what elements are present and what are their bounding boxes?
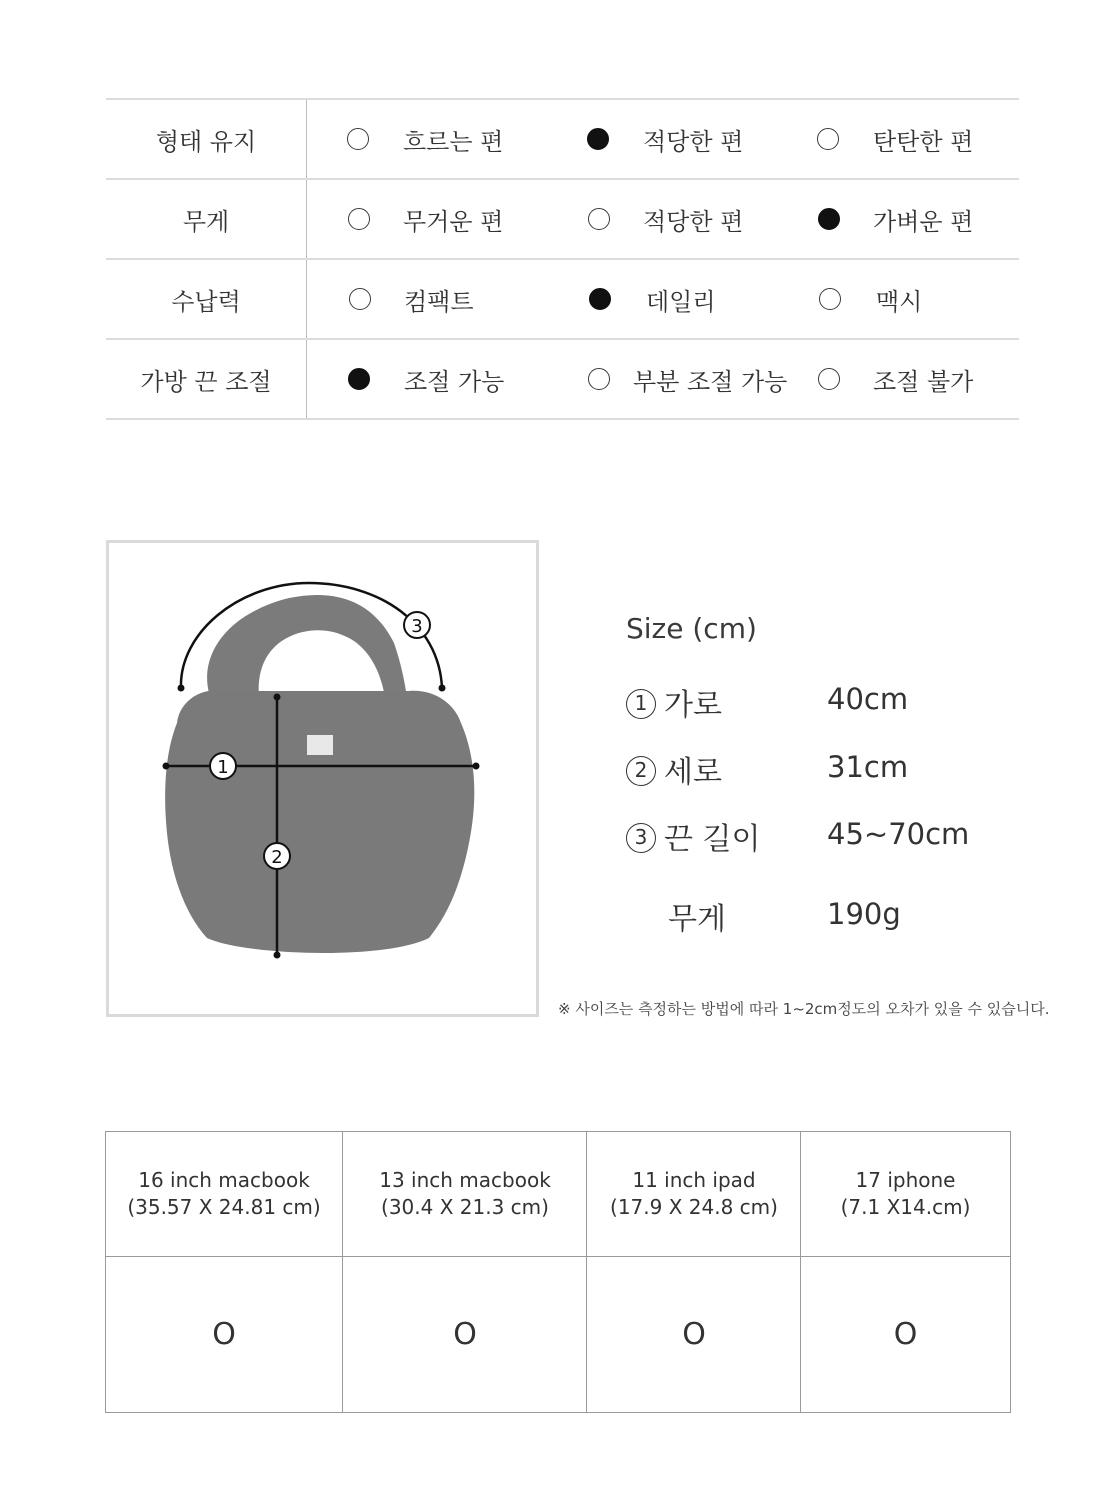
option [818, 340, 974, 418]
device-dims: (35.57 X 24.81 cm) [127, 1195, 321, 1219]
size-label: 세로 [664, 755, 722, 790]
option-label: 탄탄한 편 [873, 127, 974, 156]
fit-mark: O [682, 1317, 706, 1352]
option [817, 100, 974, 178]
option [818, 180, 974, 258]
device-header [587, 1132, 801, 1257]
attribute-label: 수납력 [106, 260, 307, 338]
size-label: 가로 [664, 688, 722, 723]
arc-end-dot [439, 685, 446, 692]
option [588, 340, 788, 418]
size-title: Size (cm) [626, 612, 757, 645]
size-row [626, 747, 722, 790]
attribute-row [106, 178, 1019, 258]
device-name: 17 iphone [855, 1168, 956, 1192]
radio-filled-icon [818, 208, 840, 230]
option-label: 컴팩트 [404, 287, 474, 316]
arc-end-dot [178, 685, 185, 692]
height-end-dot [274, 694, 281, 701]
width-end-dot [163, 763, 170, 770]
bag-label-patch [307, 735, 333, 755]
size-value: 45~70cm [827, 817, 970, 851]
device-dims: (7.1 X14.cm) [840, 1195, 971, 1219]
attribute-row [106, 98, 1019, 178]
option [819, 260, 923, 338]
marker-2 [264, 843, 290, 869]
size-number-badge: 2 [626, 756, 656, 786]
size-number-badge: 1 [626, 689, 656, 719]
device-name: 16 inch macbook [138, 1168, 310, 1192]
radio-empty-icon [347, 128, 369, 150]
weight-label: 무게 [668, 902, 726, 937]
option [349, 260, 474, 338]
weight-value: 190g [827, 897, 901, 931]
fit-mark: O [453, 1317, 477, 1352]
device-column [586, 1132, 801, 1412]
size-label: 끈 길이 [664, 822, 761, 857]
bag-diagram [106, 540, 539, 1017]
device-column [106, 1132, 342, 1412]
bag-illustration [109, 543, 542, 1020]
attribute-table [106, 98, 1019, 420]
device-header [106, 1132, 342, 1257]
option [587, 100, 744, 178]
marker-1-text: 1 [217, 757, 229, 778]
fit-mark: O [212, 1317, 236, 1352]
radio-empty-icon [349, 288, 371, 310]
radio-filled-icon [348, 368, 370, 390]
option-label: 무거운 편 [403, 207, 504, 236]
height-end-dot [274, 952, 281, 959]
device-dims: (30.4 X 21.3 cm) [381, 1195, 549, 1219]
option [347, 100, 504, 178]
attribute-row [106, 338, 1019, 420]
option-label: 가벼운 편 [873, 207, 974, 236]
device-name: 11 inch ipad [632, 1168, 756, 1192]
option-label: 조절 가능 [404, 367, 505, 396]
attribute-row [106, 258, 1019, 338]
radio-empty-icon [819, 288, 841, 310]
size-value: 40cm [827, 682, 909, 716]
option-label: 맥시 [876, 287, 923, 316]
size-row [626, 680, 722, 723]
attribute-label: 가방 끈 조절 [106, 340, 307, 418]
radio-empty-icon [588, 208, 610, 230]
attribute-label: 형태 유지 [106, 100, 307, 178]
device-fit-table [105, 1131, 1011, 1413]
width-end-dot [473, 763, 480, 770]
size-row [626, 814, 761, 857]
radio-empty-icon [348, 208, 370, 230]
option-label: 흐르는 편 [403, 127, 504, 156]
device-dims: (17.9 X 24.8 cm) [610, 1195, 778, 1219]
option-label: 적당한 편 [643, 207, 744, 236]
marker-1 [210, 753, 236, 779]
size-value: 31cm [827, 750, 909, 784]
option [348, 340, 505, 418]
option-label: 데일리 [646, 287, 716, 316]
marker-3-text: 3 [411, 616, 423, 637]
option [348, 180, 504, 258]
device-header [801, 1132, 1010, 1257]
option-label: 부분 조절 가능 [633, 367, 788, 396]
radio-empty-icon [818, 368, 840, 390]
device-column [342, 1132, 587, 1412]
fit-mark: O [893, 1317, 918, 1352]
device-header [343, 1132, 587, 1257]
bag-body [165, 691, 474, 953]
marker-2-text: 2 [271, 847, 283, 868]
radio-empty-icon [817, 128, 839, 150]
radio-empty-icon [588, 368, 610, 390]
device-column [800, 1132, 1010, 1412]
radio-filled-icon [589, 288, 611, 310]
size-note: ※ 사이즈는 측정하는 방법에 따라 1~2cm정도의 오차가 있을 수 있습니다. [558, 1000, 1050, 1018]
option [588, 180, 744, 258]
device-name: 13 inch macbook [379, 1168, 551, 1192]
attribute-label: 무게 [106, 180, 307, 258]
option [589, 260, 716, 338]
marker-3 [404, 612, 430, 638]
option-label: 적당한 편 [643, 127, 744, 156]
radio-filled-icon [587, 128, 609, 150]
option-label: 조절 불가 [873, 367, 974, 396]
size-number-badge: 3 [626, 823, 656, 853]
bag-strap [207, 595, 407, 698]
